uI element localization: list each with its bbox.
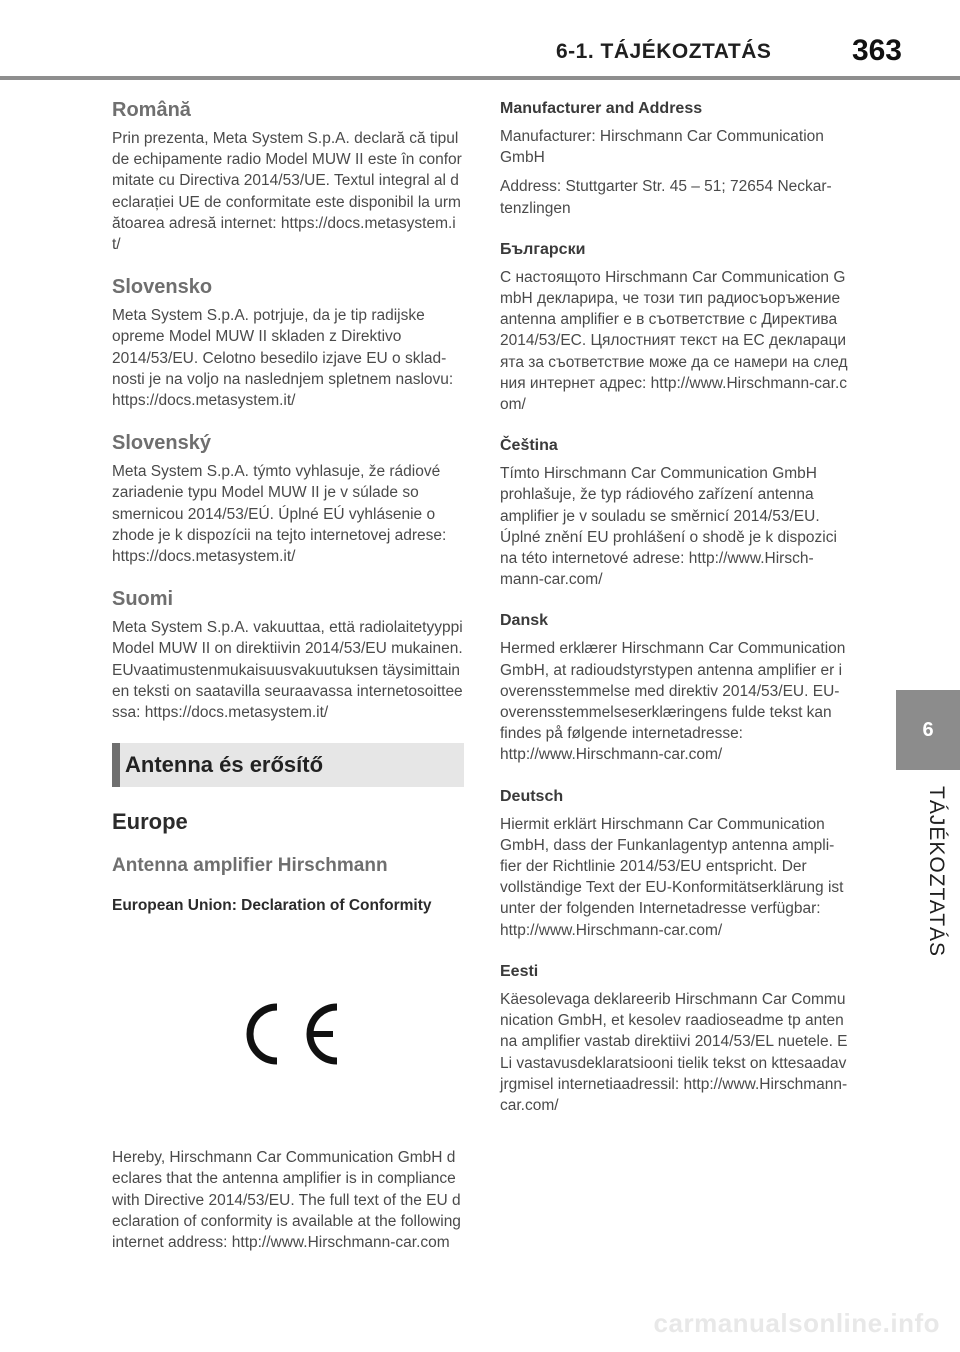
text-declaration: Hereby, Hirschmann Car Communication GmbH declares that the antenna amplifier is in compliance with Directive 2014/53/EU. The full text of the EU declaration of conformity is available at the following internet address: http://www.Hirschmann-car.com	[112, 1149, 461, 1252]
heading-declaration: European Union: Declaration of Conformity	[112, 897, 432, 915]
chapter-tab[interactable]	[896, 690, 960, 770]
text-romana: Prin prezenta, Meta System S.p.A. declară că tipul de echipamente radio Model MUW II este în conformitate cu Directiva 2014/53/UE. Textul integral al declarației UE de conformitate este disponibil la următoarea adresă internet: https://docs.metasystem.it/	[112, 130, 462, 254]
heading-antenna-amplifier: Antenna amplifier Hirschmann	[112, 855, 388, 877]
text-manufacturer: Manufacturer: Hirschmann Car Communication GmbH	[500, 128, 824, 167]
heading-slovensko: Slovensko	[112, 276, 213, 299]
heading-eesti: Eesti	[500, 962, 539, 980]
text-bulgarian: С настоящото Hirschmann Car Communication GmbH декларира, че този тип радиосъоръжение antenna amplifier е в съответствие с Директива 2014/53/ЕС. Цялостният текст на ЕС декларацията за съответствие може да се намери на следния интернет адрес: http://www.Hirschmann-car.com/	[500, 268, 848, 414]
heading-dansk: Dansk	[500, 612, 549, 630]
watermark: carmanualsonline.info	[653, 1308, 940, 1338]
heading-bulgarian: Български	[500, 240, 586, 258]
text-dansk: Hermed erklærer Hirschmann Car Communication GmbH, at radioudstyrstypen antenna amplifier er i overensstemmelse med direktiv 2014/53/EU. EU-overensstemmelseserklæringens fulde tekst kan findes på følgende internetadresse: http://www.Hirschmann-car.com/	[500, 640, 846, 764]
ce-mark-icon	[233, 999, 343, 1069]
heading-deutsch: Deutsch	[500, 787, 564, 805]
text-deutsch: Hiermit erklärt Hirschmann Car Communication GmbH, dass der Funkanlagentyp antenna amplifier der Richtlinie 2014/53/EU entspricht. Der vollständige Text der EU-Konformitätserklärung ist unter der folgenden Internetadresse verfügbar: http://www.Hirschmann-car.com/	[500, 815, 844, 939]
text-slovensky: Meta System S.p.A. týmto vyhlasuje, že rádiové zariadenie typu Model MUW II je v súlade so smernicou 2014/53/EÚ. Úplné EÚ vyhlásenie o zhode je k dispozícii na tejto internetovej adrese: https://docs.metasystem.it/	[112, 463, 447, 566]
heading-suomi: Suomi	[112, 588, 174, 611]
heading-slovensky: Slovenský	[112, 432, 211, 455]
heading-romana: Română	[112, 99, 191, 121]
section-heading-bar	[112, 743, 464, 787]
right-column	[500, 98, 850, 1136]
left-column	[112, 98, 464, 1273]
text-eesti: Käesolevaga deklareerib Hirschmann Car Communication GmbH, et kesolev raadioseadme tp antenna amplifier vastab direktiivi 2014/53/EL nuetele. ELi vastavusdeklaratsiooni tielik tekst on kttesaadav jrgmisel internetiaadressil: http://www.Hirschmann-car.com/	[500, 990, 848, 1114]
text-address: Address: Stuttgarter Str. 45 – 51; 72654 Neckartenzlingen	[500, 178, 832, 217]
text-cestina: Tímto Hirschmann Car Communication GmbH prohlašuje, že typ rádiového zařízení antenna amplifier je v souladu se směrnicí 2014/53/EU. Úplné znění EU prohlášení o shodě je k dispozici na této internetové adrese: http://www.Hirschmann-car.com/	[500, 465, 837, 589]
text-slovensko: Meta System S.p.A. potrjuje, da je tip radijske opreme Model MUW II skladen z Direktivo 2014/53/EU. Celotno besedilo izjave EU o skladnosti je na voljo na naslednjem spletnem naslovu: https://docs.metasystem.it/	[112, 307, 454, 410]
page-number: 363	[851, 34, 902, 67]
section-heading: Antenna és erősítő	[125, 752, 324, 778]
chapter-tab-number: 6	[922, 718, 934, 741]
heading-manufacturer: Manufacturer and Address	[500, 100, 703, 117]
header-divider	[0, 76, 960, 80]
heading-europe: Europe	[112, 809, 188, 835]
page-header-title: 6-1. TÁJÉKOZTATÁS	[556, 40, 772, 63]
text-suomi: Meta System S.p.A. vakuuttaa, että radiolaitetyyppi Model MUW II on direktiivin 2014/53/EU mukainen. EUvaatimustenmukaisuusvakuutuksen täysimittainen teksti on saatavilla seuraavassa internetosoitteessa: https://docs.metasystem.it/	[112, 619, 463, 722]
chapter-side-label: TÁJÉKOZTATÁS	[925, 786, 948, 958]
ce-mark	[112, 939, 464, 1129]
heading-cestina: Čeština	[500, 437, 558, 455]
